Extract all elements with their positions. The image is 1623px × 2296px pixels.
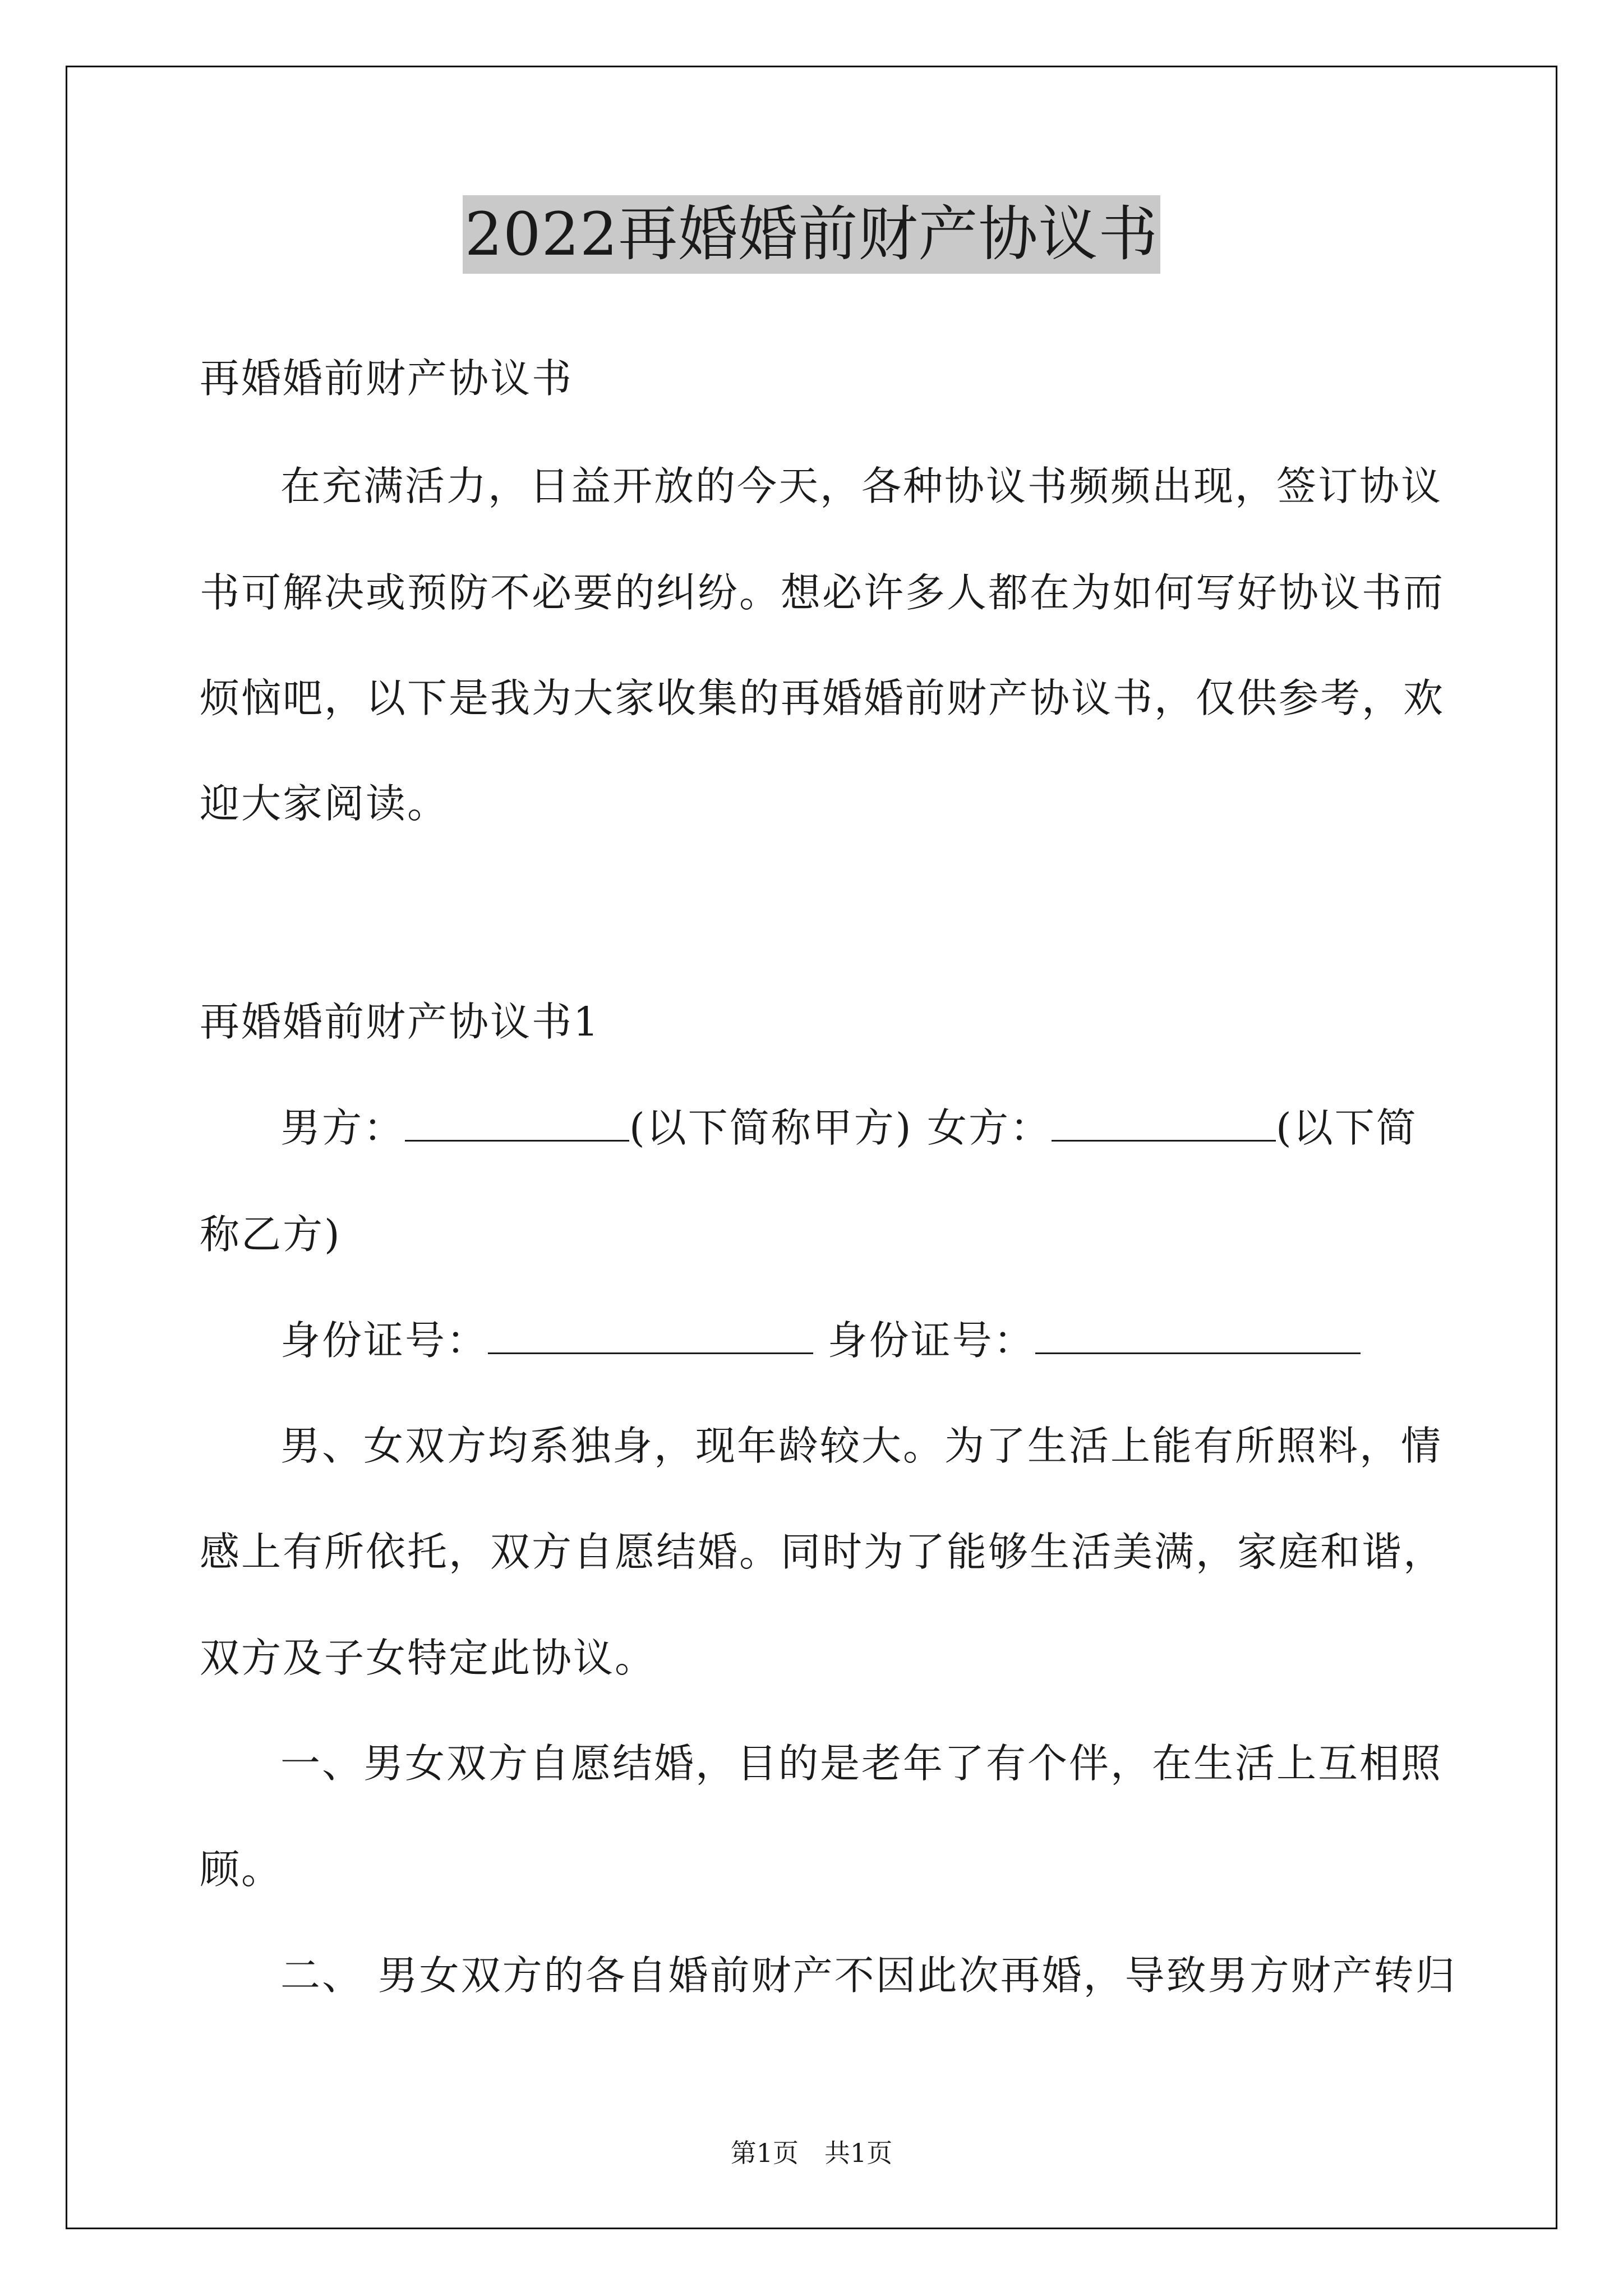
body-line-5: 顾。	[200, 1846, 283, 1893]
body-line-1: 男、女双方均系独身，现年龄较大。为了生活上能有所照料，情	[280, 1423, 1443, 1469]
male-name-field	[405, 1106, 629, 1142]
title-wrap	[0, 195, 1623, 274]
page-footer: 第1页 共1页	[730, 2138, 893, 2168]
intro-line-1: 在充满活力，日益开放的今天，各种协议书频频出现，签订协议	[280, 463, 1443, 509]
body-line-3: 双方及子女特定此协议。	[200, 1635, 657, 1681]
id-label-2: 身份证号：	[827, 1317, 1035, 1364]
id-field-2	[1035, 1319, 1361, 1354]
document-title: 2022再婚婚前财产协议书	[463, 195, 1161, 274]
female-label: 女方：	[927, 1105, 1052, 1151]
intro-line-4: 迎大家阅读。	[200, 780, 449, 827]
parties-cont: 称乙方)	[200, 1211, 342, 1258]
male-label: 男方：	[280, 1105, 405, 1151]
intro-line-2: 书可解决或预防不必要的纠纷。想必许多人都在为如何写好协议书而	[200, 569, 1445, 616]
body-line-4: 一、男女双方自愿结婚，目的是老年了有个伴，在生活上互相照	[280, 1740, 1443, 1787]
body-line-2: 感上有所依托，双方自愿结婚。同时为了能够生活美满，家庭和谐，	[200, 1529, 1445, 1575]
female-suffix: (以下简	[1276, 1105, 1418, 1151]
parties-line	[280, 1103, 1430, 1153]
subtitle: 再婚婚前财产协议书	[200, 355, 574, 402]
female-name-field	[1052, 1106, 1276, 1142]
male-suffix: (以下简称甲方)	[629, 1105, 913, 1151]
id-line	[280, 1315, 1430, 1366]
intro-line-3: 烦恼吧，以下是我为大家收集的再婚婚前财产协议书，仅供参考，欢	[200, 675, 1445, 721]
id-label-1: 身份证号：	[280, 1317, 488, 1364]
body-line-6: 二、 男女双方的各自婚前财产不因此次再婚，导致男方财产转归	[280, 1952, 1457, 1999]
id-field-1	[488, 1319, 813, 1354]
section-title: 再婚婚前财产协议书1	[200, 999, 601, 1045]
